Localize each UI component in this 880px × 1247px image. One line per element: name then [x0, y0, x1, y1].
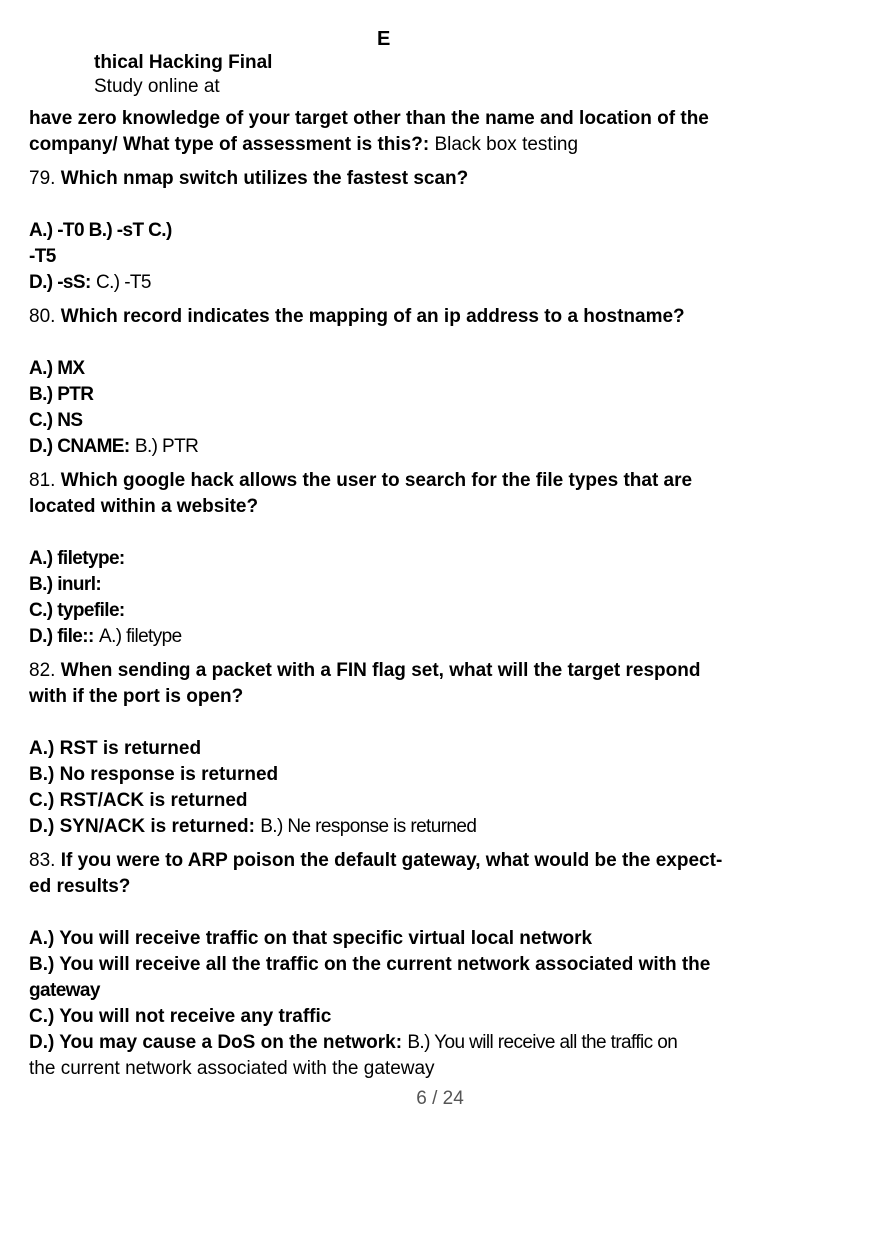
q83-number: 83.: [29, 850, 56, 871]
q82-question-row: [29, 658, 749, 684]
intro-answer: Black box testing: [434, 134, 579, 155]
q82-question-line2: with if the port is open?: [29, 686, 244, 707]
q81-question-line2: located within a website?: [29, 496, 259, 517]
q79-options-line2: -T5: [29, 246, 56, 267]
intro-question-line1: have zero knowledge of your target other than the name and location of the: [29, 108, 709, 129]
q83-answer-line2: the current network associated with the gateway: [29, 1058, 435, 1079]
spacer: [29, 520, 749, 546]
q80-option-b: B.) PTR: [29, 384, 94, 405]
q83-answer-line1: B.) You will receive all the traffic on: [407, 1032, 678, 1053]
q83-option-b-line1: B.) You will receive all the traffic on the current network associated with the: [29, 954, 711, 975]
q79-answer: C.) -T5: [95, 272, 151, 293]
q83-option-b-line2: gateway: [29, 980, 100, 1001]
q82-answer: B.) Ne response is returned: [260, 816, 477, 837]
q83-question-line2: ed results?: [29, 876, 131, 897]
q82-number: 82.: [29, 660, 56, 681]
q80-option-c: C.) NS: [29, 410, 83, 431]
q80-question-row: [29, 304, 749, 330]
q82-option-c: C.) RST/ACK is returned: [29, 790, 248, 811]
q81-option-a: A.) filetype:: [29, 548, 125, 569]
q79-question: Which nmap switch utilizes the fastest scan?: [60, 168, 469, 189]
intro-question-line2-row: [29, 132, 749, 158]
spacer: [29, 710, 749, 736]
q83-option-d: D.) You may cause a DoS on the network:: [29, 1032, 403, 1053]
q79-options-line3-row: [29, 270, 749, 296]
q82-option-d: D.) SYN/ACK is returned:: [29, 816, 255, 837]
q81-option-d-row: [29, 624, 749, 650]
page-content: [29, 106, 749, 1082]
q81-option-d: D.) file::: [29, 626, 94, 647]
spacer: [29, 192, 749, 218]
q79-option-d: D.) -sS:: [29, 272, 91, 293]
q79-options-line1: A.) -T0 B.) -sT C.): [29, 220, 172, 241]
q80-question: Which record indicates the mapping of an ip address to a hostname?: [60, 306, 685, 327]
document-subtitle: Study online at: [94, 76, 220, 97]
q81-question-line1: Which google hack allows the user to search for the file types that are: [60, 470, 693, 491]
q82-option-a: A.) RST is returned: [29, 738, 202, 759]
q81-option-b: B.) inurl:: [29, 574, 102, 595]
q83-question-line1: If you were to ARP poison the default gateway, what would be the expect-: [60, 850, 723, 871]
document-title: thical Hacking Final: [94, 52, 273, 73]
q79-question-row: [29, 166, 749, 192]
spacer: [29, 330, 749, 356]
q82-option-b: B.) No response is returned: [29, 764, 279, 785]
q81-answer: A.) filetype: [99, 626, 182, 647]
q81-option-c: C.) typefile:: [29, 600, 125, 621]
q83-option-a: A.) You will receive traffic on that specific virtual local network: [29, 928, 593, 949]
q80-option-d-row: [29, 434, 749, 460]
q79-number: 79.: [29, 168, 56, 189]
q83-option-d-row: [29, 1030, 749, 1056]
q83-option-c: C.) You will not receive any traffic: [29, 1006, 332, 1027]
q82-option-d-row: [29, 814, 749, 840]
q80-option-d: D.) CNAME:: [29, 436, 130, 457]
q82-question-line1: When sending a packet with a FIN flag set, what will the target respond: [60, 660, 701, 681]
q81-question-row: [29, 468, 749, 494]
q81-number: 81.: [29, 470, 56, 491]
header-letter: E: [377, 28, 391, 50]
q80-number: 80.: [29, 306, 56, 327]
intro-question-line2: company/ What type of assessment is this?:: [29, 134, 430, 155]
spacer: [29, 900, 749, 926]
q83-question-row: [29, 848, 749, 874]
q80-answer: B.) PTR: [134, 436, 199, 457]
page-number: 6 / 24: [416, 1088, 464, 1109]
q80-option-a: A.) MX: [29, 358, 85, 379]
